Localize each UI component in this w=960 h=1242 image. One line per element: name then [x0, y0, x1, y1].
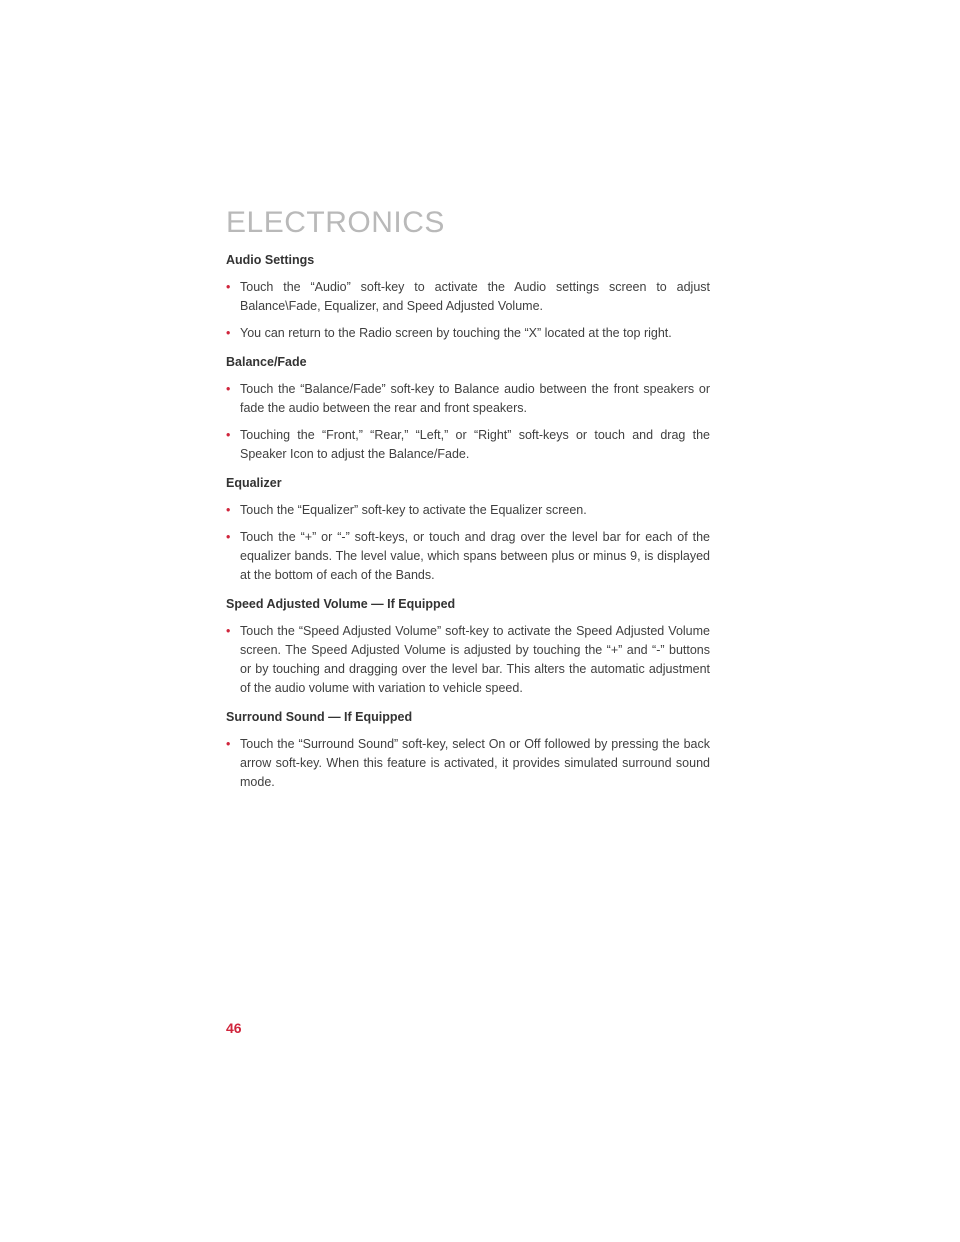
heading-audio-settings: Audio Settings: [226, 253, 315, 267]
list-item: [226, 278, 710, 316]
bullet-list-audio-settings: [226, 278, 710, 343]
heading-balance-fade: Balance/Fade: [226, 355, 307, 369]
bullet-text: Touch the “Speed Adjusted Volume” soft-key to activate the Speed Adjusted Volume screen. The Speed Adjusted Volume is adjusted by touching the “+” and “-” buttons or by touching and dragging over the level bar. This alters the automatic adjustment of the audio volume with variation to vehicle speed.: [240, 624, 710, 695]
bullet-text: You can return to the Radio screen by touching the “X” located at the top right.: [240, 326, 672, 340]
section-title: ELECTRONICS: [226, 206, 445, 239]
bullet-text: Touch the “Audio” soft-key to activate the Audio settings screen to adjust Balance\Fade, Equalizer, and Speed Adjusted Volume.: [240, 280, 710, 313]
bullet-list-speed-adjusted-volume: [226, 622, 710, 698]
bullet-icon: •: [226, 530, 231, 544]
page-content: [226, 251, 710, 802]
list-item: [226, 324, 710, 343]
bullet-text: Touch the “Balance/Fade” soft-key to Balance audio between the front speakers or fade the audio between the rear and front speakers.: [240, 382, 710, 415]
list-item: [226, 380, 710, 418]
bullet-list-surround-sound: [226, 735, 710, 792]
bullet-icon: •: [226, 428, 231, 442]
bullet-text: Touch the “+” or “-” soft-keys, or touch and drag over the level bar for each of the equalizer bands. The level value, which spans between plus or minus 9, is displayed at the bottom of each of the Bands.: [240, 530, 710, 582]
page-number: 46: [226, 1020, 242, 1036]
bullet-icon: •: [226, 503, 231, 517]
list-item: [226, 528, 710, 585]
bullet-icon: •: [226, 382, 231, 396]
bullet-icon: •: [226, 624, 231, 638]
bullet-icon: •: [226, 280, 231, 294]
bullet-list-equalizer: [226, 501, 710, 585]
list-item: [226, 622, 710, 698]
list-item: [226, 501, 710, 520]
list-item: [226, 426, 710, 464]
bullet-icon: •: [226, 326, 231, 340]
bullet-list-balance-fade: [226, 380, 710, 464]
bullet-text: Touch the “Surround Sound” soft-key, select On or Off followed by pressing the back arrow soft-key. When this feature is activated, it provides simulated surround sound mode.: [240, 737, 710, 789]
bullet-icon: •: [226, 737, 231, 751]
heading-equalizer: Equalizer: [226, 476, 282, 490]
heading-speed-adjusted-volume: Speed Adjusted Volume — If Equipped: [226, 597, 456, 611]
bullet-text: Touch the “Equalizer” soft-key to activate the Equalizer screen.: [240, 503, 587, 517]
list-item: [226, 735, 710, 792]
heading-surround-sound: Surround Sound — If Equipped: [226, 710, 413, 724]
bullet-text: Touching the “Front,” “Rear,” “Left,” or “Right” soft-keys or touch and drag the Speaker Icon to adjust the Balance/Fade.: [240, 428, 710, 461]
